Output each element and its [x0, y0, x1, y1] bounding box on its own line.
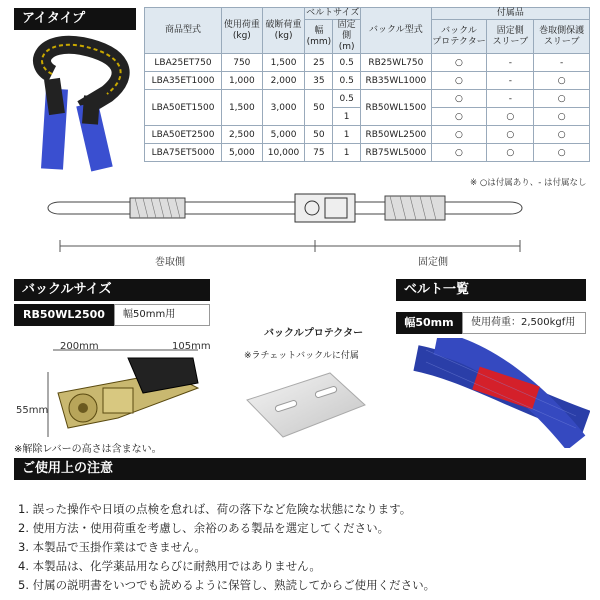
th-accessories: 付属品: [431, 8, 589, 20]
table-row: LBA25ET750 750 1,500 25 0.5 RB25WL750 ○ - -: [145, 54, 590, 72]
table-row: LBA50ET2500 2,500 5,000 50 1 RB50WL2500 ○ ○ ○: [145, 126, 590, 144]
table-note: ※ ○は付属あり、- は付属なし: [470, 178, 587, 188]
buckle-dim-height: 55mm: [16, 405, 49, 416]
buckle-dim-depth: 105mm: [172, 341, 211, 352]
buckle-note: ※解除レバーの高さは含まない。: [14, 444, 162, 455]
th-protector: バックル プロテクター: [431, 20, 487, 54]
th-fixed-sleeve: 固定側 スリーブ: [487, 20, 534, 54]
caution-item: 1. 誤った操作や日頃の点検を怠れば、荷の落下など危険な状態になります。: [18, 502, 412, 516]
type-title: アイタイプ: [14, 8, 136, 30]
th-fixed: 固定側 (m): [333, 20, 361, 54]
protector-note: ※ラチェットバックルに付属: [244, 351, 359, 361]
fixed-label: 固定側: [418, 257, 448, 268]
buckle-model: RB50WL2500: [14, 304, 114, 326]
table-row: 1 ○ ○ ○: [145, 108, 590, 126]
th-model: 商品型式: [145, 8, 222, 54]
caution-item: 3. 本製品で玉掛作業はできません。: [18, 540, 206, 554]
belt-list-title: ベルト一覧: [396, 279, 586, 301]
buckle-protector-image: [235, 365, 375, 445]
caution-item: 4. 本製品は、化学薬品用ならびに耐熱用ではありません。: [18, 559, 321, 573]
eye-sling-image: [12, 34, 140, 174]
caution-list: [18, 500, 435, 595]
table-row: LBA75ET5000 5,000 10,000 75 1 RB75WL5000 ○ ○ ○: [145, 144, 590, 162]
table-row: LBA50ET1500 1,500 3,000 50 0.5 RB50WL1500 ○ - ○: [145, 90, 590, 108]
buckle-width: 幅50mm用: [114, 304, 210, 326]
spec-table: [144, 7, 590, 162]
th-width: 幅 (mm): [305, 20, 333, 54]
protector-title: バックルプロテクター: [264, 328, 364, 339]
th-break: 破断荷重 (kg): [262, 8, 305, 54]
caution-title: ご使用上の注意: [14, 458, 586, 480]
table-row: LBA35ET1000 1,000 2,000 35 0.5 RB35WL1000 ○ - ○: [145, 72, 590, 90]
winding-label: 巻取側: [155, 257, 185, 268]
sling-line-diagram: [40, 188, 570, 268]
dim-line: [14, 372, 54, 442]
buckle-dim-width: 200mm: [60, 341, 99, 352]
th-winding-sleeve: 巻取側保護 スリーブ: [534, 20, 590, 54]
th-load: 使用荷重 (kg): [222, 8, 263, 54]
belt-width: 幅50mm: [396, 312, 462, 334]
ratchet-buckle-image: [48, 348, 208, 438]
th-buckle: バックル型式: [361, 8, 432, 54]
belt-image: [396, 338, 590, 448]
belt-load: 使用荷重：2,500kgf用: [462, 312, 586, 334]
th-belt-size: ベルトサイズ: [306, 8, 360, 18]
caution-item: 5. 付属の説明書をいつでも読めるように保管し、熟読してからご使用ください。: [18, 578, 436, 592]
caution-item: 2. 使用方法・使用荷重を考慮し、余裕のある製品を選定してください。: [18, 521, 390, 535]
buckle-size-title: バックルサイズ: [14, 279, 210, 301]
